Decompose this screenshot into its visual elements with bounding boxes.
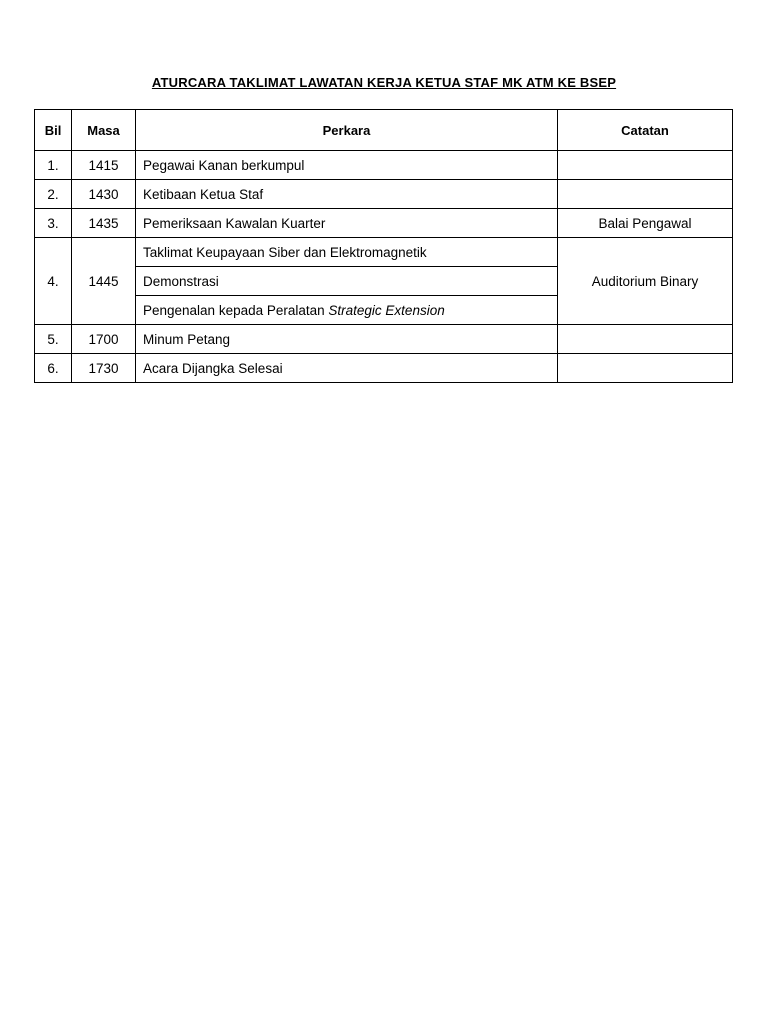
row-masa: 1730: [72, 354, 136, 383]
row-bil: 5.: [35, 325, 72, 354]
row-bil: 6.: [35, 354, 72, 383]
row-masa: 1435: [72, 209, 136, 238]
perkara-italic-text: Strategic Extension: [328, 302, 445, 318]
row-perkara: Minum Petang: [136, 325, 558, 354]
table-row: [35, 209, 733, 238]
table-row: [35, 325, 733, 354]
row-catatan: [558, 354, 733, 383]
row-catatan: [558, 325, 733, 354]
row-perkara: Pemeriksaan Kawalan Kuarter: [136, 209, 558, 238]
table-row: [35, 354, 733, 383]
document-title: ATURCARA TAKLIMAT LAWATAN KERJA KETUA STAF MK ATM KE BSEP: [151, 75, 617, 90]
header-bil: Bil: [35, 110, 72, 151]
header-masa: Masa: [72, 110, 136, 151]
row-bil: 3.: [35, 209, 72, 238]
row-masa: 1430: [72, 180, 136, 209]
row-catatan: Balai Pengawal: [558, 209, 733, 238]
row-perkara-item: Taklimat Keupayaan Siber dan Elektromagnetik: [136, 238, 558, 267]
table-row: [35, 151, 733, 180]
row-perkara: Ketibaan Ketua Staf: [136, 180, 558, 209]
row-catatan: [558, 180, 733, 209]
header-perkara: Perkara: [136, 110, 558, 151]
schedule-table: [34, 109, 733, 383]
table-header-row: [35, 110, 733, 151]
table-row: [35, 238, 733, 267]
row-bil: 2.: [35, 180, 72, 209]
row-perkara-item: Demonstrasi: [136, 267, 558, 296]
row-perkara: Pegawai Kanan berkumpul: [136, 151, 558, 180]
header-catatan: Catatan: [558, 110, 733, 151]
table-row: [35, 180, 733, 209]
row-masa: 1445: [72, 238, 136, 325]
row-catatan: Auditorium Binary: [558, 238, 733, 325]
row-catatan: [558, 151, 733, 180]
row-masa: 1415: [72, 151, 136, 180]
row-perkara-item: [136, 296, 558, 325]
row-masa: 1700: [72, 325, 136, 354]
row-perkara: Acara Dijangka Selesai: [136, 354, 558, 383]
row-bil: 1.: [35, 151, 72, 180]
perkara-text: Pengenalan kepada Peralatan: [143, 302, 329, 318]
row-bil: 4.: [35, 238, 72, 325]
